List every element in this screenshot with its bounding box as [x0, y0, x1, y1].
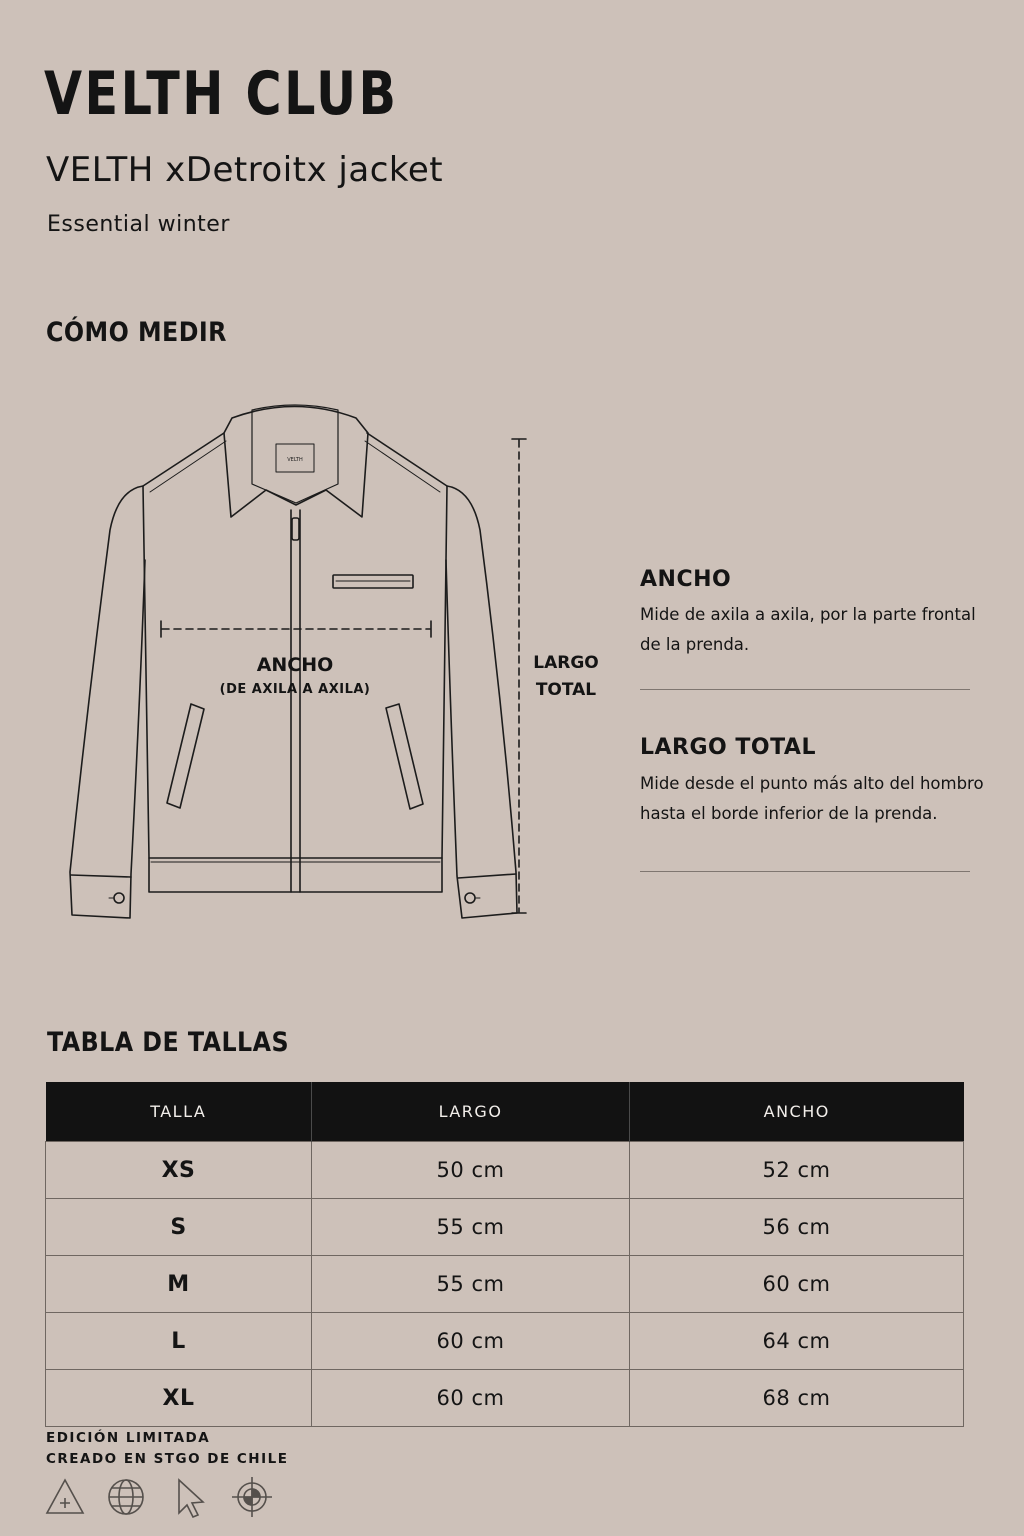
diagram-largo-line2: TOTAL	[535, 680, 597, 700]
footer-origin: CREADO EN STGO DE CHILE	[46, 1451, 289, 1467]
globe-icon	[105, 1476, 147, 1518]
largo-cell: 60 cm	[312, 1370, 630, 1427]
brand-logo: VELTH CLUB	[44, 59, 399, 129]
ancho-cell: 64 cm	[630, 1313, 964, 1370]
left-cuff-button	[114, 893, 124, 903]
instruction-divider	[640, 871, 970, 872]
largo-cell: 55 cm	[312, 1199, 630, 1256]
size-cell: M	[46, 1256, 312, 1313]
neck-label-text: VELTH	[287, 457, 303, 463]
largo-cell: 50 cm	[312, 1142, 630, 1199]
size-cell: L	[46, 1313, 312, 1370]
product-name: VELTH xDetroitx jacket	[46, 150, 444, 190]
largo-instruction-title: LARGO TOTAL	[640, 735, 816, 760]
largo-cell: 55 cm	[312, 1256, 630, 1313]
size-table	[45, 1082, 964, 1427]
header-talla: TALLA	[46, 1082, 312, 1142]
right-cuff-button	[465, 893, 475, 903]
ancho-cell: 56 cm	[630, 1199, 964, 1256]
table-row	[46, 1142, 964, 1199]
right-side-pocket	[386, 704, 423, 809]
ancho-cell: 52 cm	[630, 1142, 964, 1199]
header-largo: LARGO	[312, 1082, 630, 1142]
size-cell: S	[46, 1199, 312, 1256]
size-chart-title: TABLA DE TALLAS	[47, 1027, 290, 1058]
size-cell: XL	[46, 1370, 312, 1427]
largo-cell: 60 cm	[312, 1313, 630, 1370]
diagram-ancho-sublabel: (DE AXILA A AXILA)	[219, 682, 371, 697]
table-row	[46, 1199, 964, 1256]
triangle-plus-icon	[44, 1476, 86, 1518]
crosshair-icon	[231, 1476, 273, 1518]
size-table-header-row	[46, 1082, 964, 1142]
instruction-divider	[640, 689, 970, 690]
footer-limited-edition: EDICIÓN LIMITADA	[46, 1430, 211, 1446]
ancho-instruction-text: Mide de axila a axila, por la parte frontal de la prenda.	[640, 605, 976, 654]
jacket-zipper	[291, 510, 300, 892]
diagram-largo-label	[526, 650, 606, 704]
largo-instruction-text: Mide desde el punto más alto del hombro hasta el borde inferior de la prenda.	[640, 774, 984, 823]
product-tagline: Essential winter	[47, 212, 230, 237]
diagram-largo-line1: LARGO	[533, 653, 599, 673]
how-to-measure-title: CÓMO MEDIR	[46, 317, 227, 348]
ancho-instruction-title: ANCHO	[640, 567, 732, 592]
jacket-left-sleeve	[70, 486, 145, 918]
table-row	[46, 1370, 964, 1427]
table-row	[46, 1313, 964, 1370]
diagram-ancho-label: ANCHO	[256, 654, 334, 676]
jacket-body-outline	[143, 433, 447, 858]
zipper-pull	[292, 518, 299, 540]
header-ancho: ANCHO	[630, 1082, 964, 1142]
ancho-cell: 60 cm	[630, 1256, 964, 1313]
left-side-pocket	[167, 704, 204, 808]
jacket-waistband	[149, 858, 442, 892]
size-cell: XS	[46, 1142, 312, 1199]
table-row	[46, 1256, 964, 1313]
jacket-right-sleeve	[446, 486, 517, 918]
cursor-icon	[170, 1476, 212, 1518]
ancho-cell: 68 cm	[630, 1370, 964, 1427]
